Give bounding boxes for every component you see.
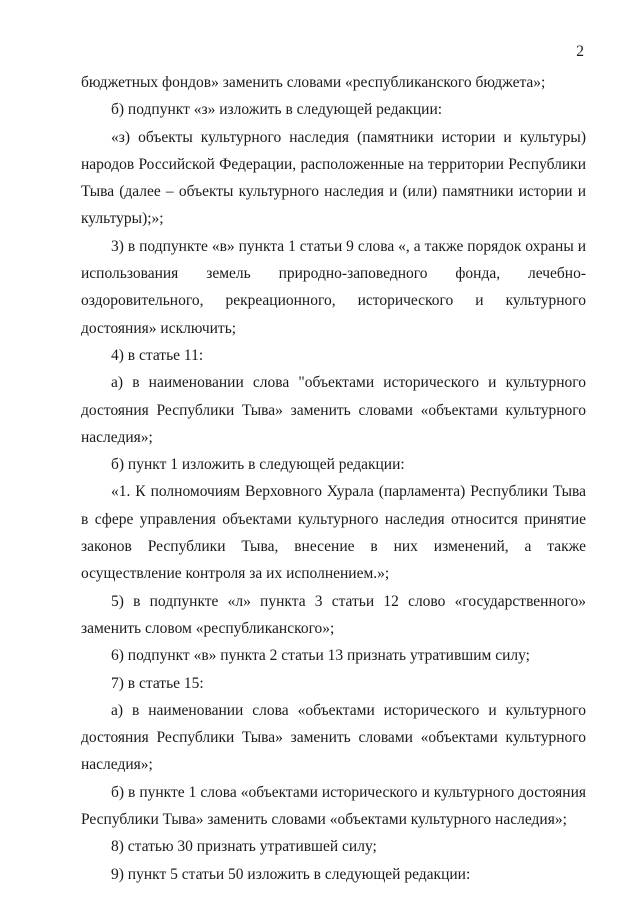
paragraph-item-4-b: б) пункт 1 изложить в следующей редакции: bbox=[111, 456, 405, 474]
page-number: 2 bbox=[576, 43, 584, 60]
paragraph-item-7-a: а) в наименовании слова «объектами исторического и культурного достояния Республики Тыва» заменить словами «объектами культурного наследия»; bbox=[81, 701, 586, 774]
paragraph-item-8: 8) статью 30 признать утратившей силу; bbox=[111, 838, 377, 856]
paragraph-item-9: 9) пункт 5 статьи 50 изложить в следующей редакции: bbox=[111, 865, 471, 883]
paragraph-item-6: 6) подпункт «в» пункта 2 статьи 13 признать утратившим силу; bbox=[111, 647, 530, 665]
paragraph-item-4-a: а) в наименовании слова "объектами исторического и культурного достояния Республики Тыва» заменить словами «объектами культурного наследия»; bbox=[81, 374, 586, 446]
paragraph-item-7-b: б) в пункте 1 слова «объектами исторического и культурного достояния Республики Тыва» заменить словами «объектами культурного наследия»; bbox=[81, 783, 586, 829]
paragraph-continuation: бюджетных фондов» заменить словами «республиканского бюджета»; bbox=[81, 74, 546, 91]
paragraph-item-3: 3) в подпункте «в» пункта 1 статьи 9 слова «, а также порядок охраны и использования земель природно-заповедного фонда, лечебно-оздоровительного, рекреационного, исторического и культурного достояния» исключить; bbox=[81, 237, 586, 337]
paragraph-subitem-b: б) подпункт «з» изложить в следующей редакции: bbox=[111, 101, 443, 119]
paragraph-item-4: 4) в статье 11: bbox=[111, 346, 204, 364]
paragraph-item-7: 7) в статье 15: bbox=[111, 674, 204, 692]
paragraph-quote-z: «з) объекты культурного наследия (памятники истории и культуры) народов Российской Федерации, расположенные на территории Республики Тыва (далее – объекты культурного наследия и (или) памятники истории и культуры);»; bbox=[81, 128, 586, 228]
document-body bbox=[81, 69, 586, 888]
paragraph-item-5: 5) в подпункте «л» пункта 3 статьи 12 слово «государственного» заменить словом «республиканского»; bbox=[81, 592, 586, 637]
paragraph-quote-1: «1. К полномочиям Верховного Хурала (парламента) Республики Тыва в сфере управления объектами культурного наследия относится принятие законов Республики Тыва, внесение в них изменений, а также осуществление контроля за их исполнением.»; bbox=[81, 483, 586, 583]
